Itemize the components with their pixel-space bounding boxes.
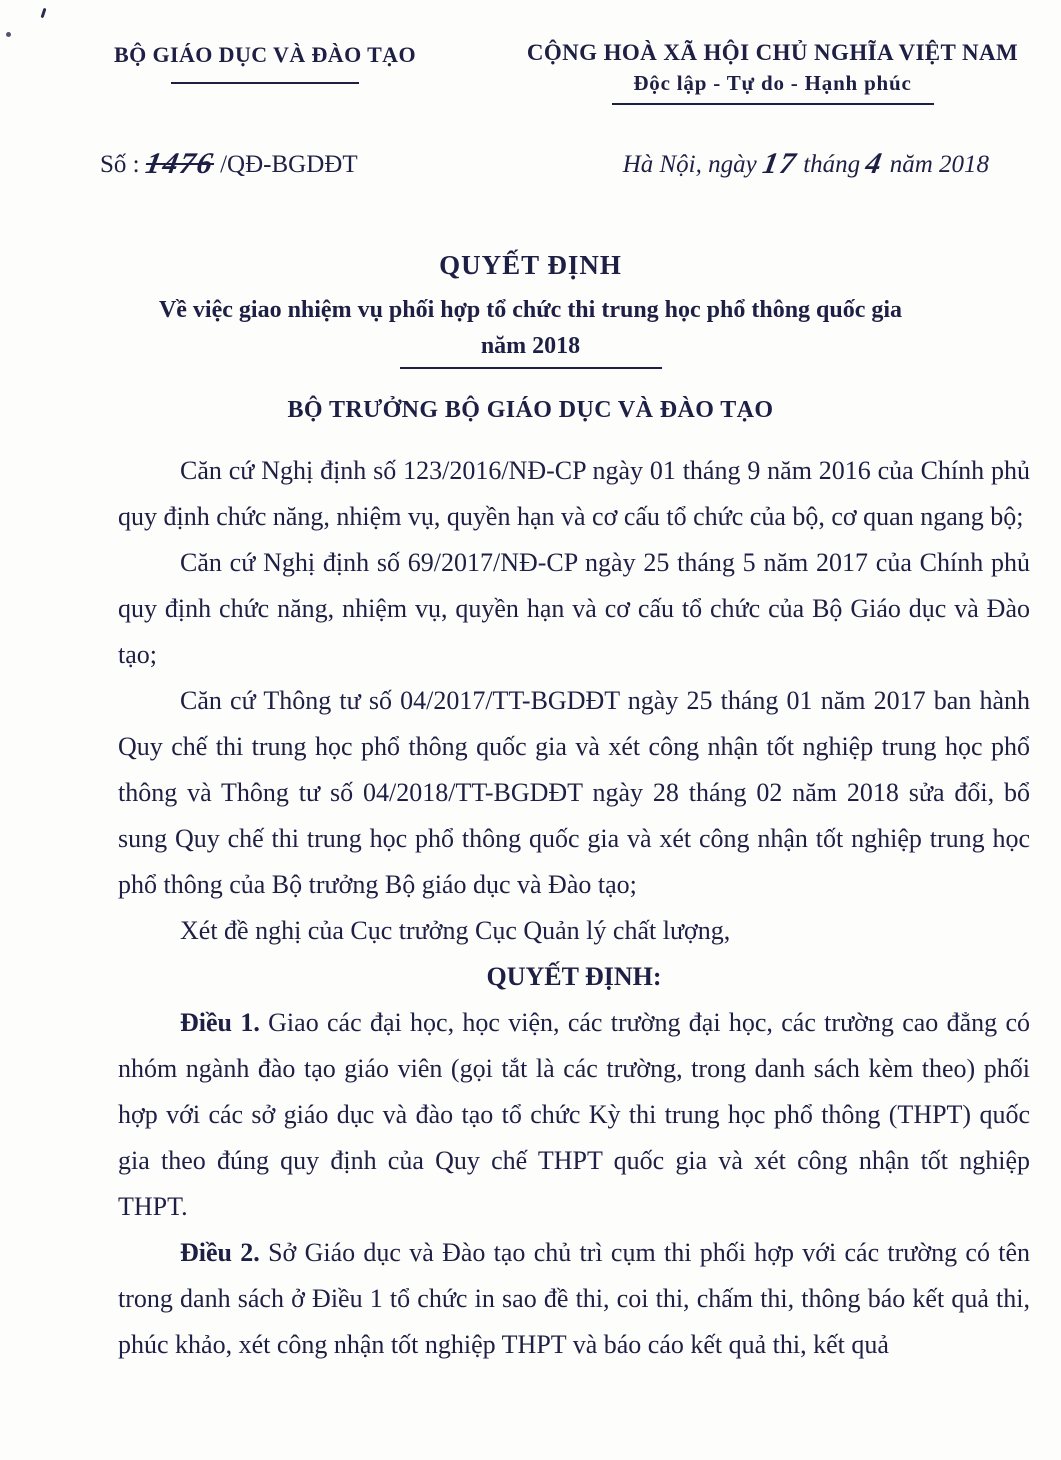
day-handwritten: 17 <box>760 147 800 180</box>
national-motto: Độc lập - Tự do - Hạnh phúc <box>633 71 912 95</box>
article-2 <box>118 1230 1030 1368</box>
number-suffix: /QĐ-BGDĐT <box>220 151 358 178</box>
header-national-block <box>500 40 1045 105</box>
number-label: Số : <box>100 151 140 178</box>
recital-1: Căn cứ Nghị định số 123/2016/NĐ-CP ngày 01 tháng 9 năm 2016 của Chính phủ quy định chức năng, nhiệm vụ, quyền hạn và cơ cấu tổ chức của bộ, cơ quan ngang bộ; <box>118 456 1030 531</box>
month-handwritten: 4 <box>863 147 887 180</box>
article-1 <box>118 1000 1030 1230</box>
document-number <box>100 146 358 180</box>
article-2-text: Sở Giáo dục và Đào tạo chủ trì cụm thi phối hợp với các trường có tên trong danh sách ở Điều 1 tổ chức in sao đề thi, coi thi, chấm thi, thông báo kết quả thi, phúc khảo, xét công nhận tốt nghiệp THPT và báo cáo kết quả thi, kết quả <box>118 1238 1031 1359</box>
recital-4: Xét đề nghị của Cục trưởng Cục Quản lý chất lượng, <box>180 916 731 945</box>
ministry-underline <box>171 82 359 84</box>
place-date <box>623 146 989 180</box>
title-block <box>0 248 1061 424</box>
scan-artifact <box>6 32 11 37</box>
place-date-prefix: Hà Nội, ngày <box>622 151 757 178</box>
subject-line-1: Về việc giao nhiệm vụ phối hợp tổ chức thi trung học phổ thông quốc gia <box>158 297 903 323</box>
country-title: CỘNG HOÀ XÃ HỘI CHỦ NGHĨA VIỆT NAM <box>526 40 1019 65</box>
document-body <box>118 448 1030 1368</box>
header-ministry-block <box>95 42 435 84</box>
document-subject <box>0 292 1061 364</box>
month-label: tháng <box>803 151 861 178</box>
subject-line-2: năm 2018 <box>480 333 581 359</box>
motto-underline <box>612 103 934 105</box>
recital-2: Căn cứ Nghị định số 69/2017/NĐ-CP ngày 25 tháng 5 năm 2017 của Chính phủ quy định chức năng, nhiệm vụ, quyền hạn và cơ cấu tổ chức của Bộ Giáo dục và Đào tạo; <box>118 548 1030 669</box>
subject-underline <box>400 367 662 369</box>
article-1-text: Giao các đại học, học viện, các trường đại học, các trường cao đẳng có nhóm ngành đào tạo giáo viên (gọi tắt là các trường, trong danh sách kèm theo) phối hợp với các sở giáo dục và đào tạo tổ chức Kỳ thi trung học phổ thông (THPT) quốc gia theo đúng quy định của Quy chế THPT quốc gia và xét công nhận tốt nghiệp THPT. <box>118 1008 1031 1221</box>
article-2-label: Điều 2. <box>180 1238 260 1267</box>
ministry-name: BỘ GIÁO DỤC VÀ ĐÀO TẠO <box>114 42 416 67</box>
year-label: năm 2018 <box>889 151 989 178</box>
reference-line <box>100 146 989 180</box>
article-1-label: Điều 1. <box>180 1008 260 1037</box>
document-title: QUYẾT ĐỊNH <box>439 250 622 280</box>
number-value-handwritten: 1476 <box>143 147 217 180</box>
scan-artifact <box>41 8 47 18</box>
issuing-authority: BỘ TRƯỞNG BỘ GIÁO DỤC VÀ ĐÀO TẠO <box>287 397 774 423</box>
recital-3: Căn cứ Thông tư số 04/2017/TT-BGDĐT ngày 25 tháng 01 năm 2017 ban hành Quy chế thi trung học phổ thông quốc gia và xét công nhận tốt nghiệp trung học phổ thông và Thông tư số 04/2018/TT-BGDĐT ngày 28 tháng 02 năm 2018 sửa đổi, bổ sung Quy chế thi trung học phổ thông quốc gia và xét công nhận tốt nghiệp trung học phổ thông của Bộ trưởng Bộ giáo dục và Đào tạo; <box>118 686 1030 899</box>
decision-heading: QUYẾT ĐỊNH: <box>486 962 662 991</box>
